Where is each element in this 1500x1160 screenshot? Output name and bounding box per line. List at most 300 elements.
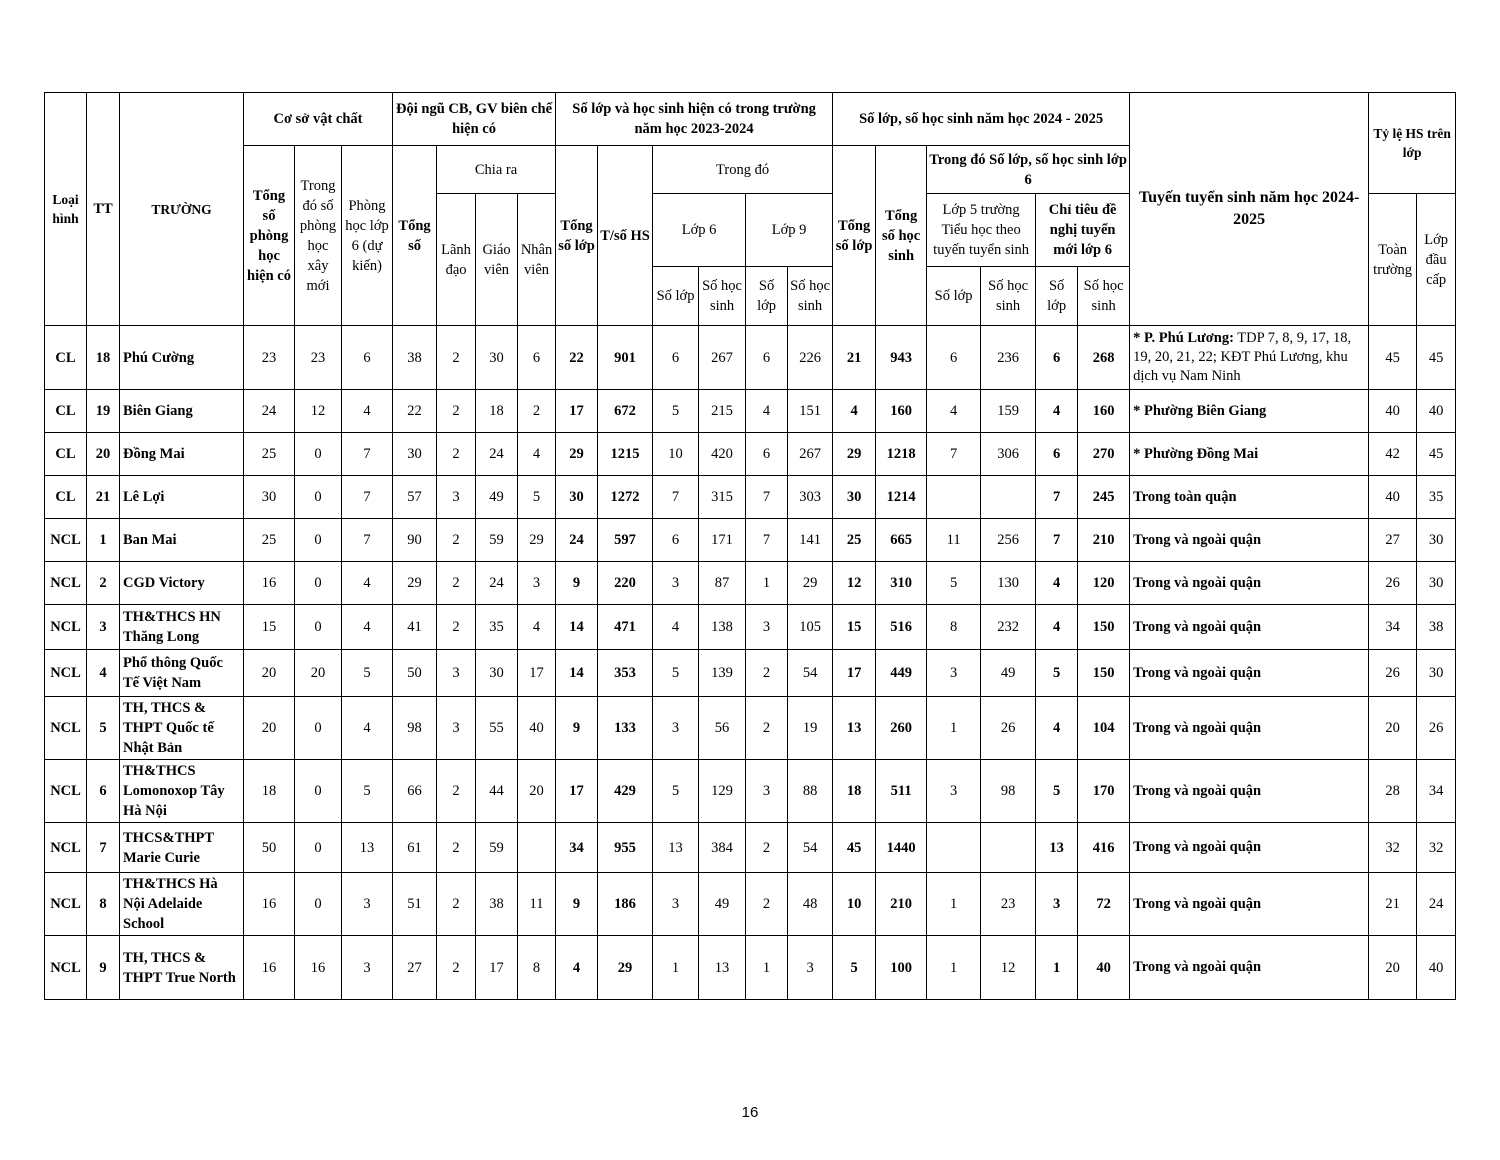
cell-phong-lop6: 4 — [342, 605, 393, 650]
cell-tuyen-sinh — [1130, 605, 1369, 650]
cell-phong-lop6: 4 — [342, 562, 393, 605]
cell-nhan-vien: 20 — [518, 760, 556, 823]
cell-chi-tieu-so-lop: 4 — [1036, 605, 1078, 650]
cell-lop9-so-hs: 141 — [788, 519, 833, 562]
header-tong-so-lop: Tổng số lớp — [556, 146, 598, 326]
cell-tong-so-hs-2024: 511 — [876, 760, 927, 823]
cell-tong-so-phong: 30 — [244, 476, 295, 519]
cell-lop5-so-lop — [927, 823, 981, 873]
cell-lop5-so-lop: 1 — [927, 873, 981, 936]
cell-tong-so: 98 — [393, 697, 437, 760]
cell-lop6-so-hs: 13 — [699, 936, 746, 1000]
header-so-lop-hien-co: Số lớp và học sinh hiện có trong trường năm học 2023-2024 — [556, 93, 833, 146]
cell-phong-lop6: 4 — [342, 390, 393, 433]
cell-ts-hs: 186 — [598, 873, 653, 936]
cell-chi-tieu-so-lop: 5 — [1036, 650, 1078, 697]
cell-tong-so-lop-2024: 10 — [833, 873, 876, 936]
cell-xay-moi: 20 — [295, 650, 342, 697]
cell-chi-tieu-so-hs: 150 — [1078, 650, 1130, 697]
cell-lop9-so-hs: 54 — [788, 823, 833, 873]
header-chi-tieu: Chỉ tiêu đề nghị tuyển mới lớp 6 — [1036, 194, 1130, 267]
cell-tong-so: 38 — [393, 326, 437, 390]
tuyen-sinh-area-label: Trong và ngoài quận — [1133, 839, 1262, 855]
cell-giao-vien: 30 — [476, 326, 518, 390]
cell-tong-so-phong: 20 — [244, 697, 295, 760]
header-giao-vien: Giáo viên — [476, 194, 518, 326]
cell-nhan-vien: 17 — [518, 650, 556, 697]
cell-lop-dau-cap: 30 — [1417, 650, 1456, 697]
cell-tuyen-sinh — [1130, 476, 1369, 519]
cell-loai: NCL — [45, 697, 87, 760]
tuyen-sinh-area-label: Trong và ngoài quận — [1133, 959, 1262, 975]
cell-tong-so: 61 — [393, 823, 437, 873]
header-so-lop-a: Số lớp — [653, 267, 699, 326]
cell-lop6-so-lop: 3 — [653, 873, 699, 936]
cell-phong-lop6: 7 — [342, 433, 393, 476]
cell-lop5-so-hs: 26 — [981, 697, 1036, 760]
tuyen-sinh-area-label: Trong và ngoài quận — [1133, 895, 1262, 912]
header-ts-hs: T/số HS — [598, 146, 653, 326]
table-row — [45, 390, 1456, 433]
cell-lop6-so-hs: 267 — [699, 326, 746, 390]
cell-tong-so-lop-2024: 12 — [833, 562, 876, 605]
header-so-hoc-sinh-c: Số học sinh — [981, 267, 1036, 326]
cell-xay-moi: 0 — [295, 760, 342, 823]
cell-phong-lop6: 6 — [342, 326, 393, 390]
cell-lanh-dao: 2 — [437, 433, 476, 476]
cell-lop-dau-cap: 26 — [1417, 697, 1456, 760]
header-toan-truong: Toàn trường — [1369, 194, 1417, 326]
table-row — [45, 433, 1456, 476]
cell-tong-so: 51 — [393, 873, 437, 936]
cell-lop6-so-hs: 138 — [699, 605, 746, 650]
cell-tong-so: 57 — [393, 476, 437, 519]
cell-ts-hs: 1272 — [598, 476, 653, 519]
cell-lanh-dao: 2 — [437, 390, 476, 433]
cell-tong-so-lop-2024: 4 — [833, 390, 876, 433]
cell-loai: NCL — [45, 936, 87, 1000]
cell-lop5-so-hs: 159 — [981, 390, 1036, 433]
cell-lop-dau-cap: 34 — [1417, 760, 1456, 823]
cell-name: TH&THCS Lomonoxop Tây Hà Nội — [120, 760, 244, 823]
cell-loai: CL — [45, 476, 87, 519]
cell-lop9-so-hs: 48 — [788, 873, 833, 936]
table-row — [45, 476, 1456, 519]
cell-tong-so: 22 — [393, 390, 437, 433]
cell-lop6-so-lop: 3 — [653, 697, 699, 760]
cell-tong-so-hs-2024: 1218 — [876, 433, 927, 476]
cell-tuyen-sinh — [1130, 326, 1369, 390]
table-row — [45, 760, 1456, 823]
cell-phong-lop6: 5 — [342, 650, 393, 697]
cell-giao-vien: 17 — [476, 936, 518, 1000]
cell-ts-hs: 429 — [598, 760, 653, 823]
cell-lop6-so-hs: 139 — [699, 650, 746, 697]
cell-lop5-so-lop: 3 — [927, 760, 981, 823]
cell-lop9-so-hs: 29 — [788, 562, 833, 605]
cell-chi-tieu-so-lop: 6 — [1036, 326, 1078, 390]
cell-tong-so-phong: 16 — [244, 562, 295, 605]
cell-tt: 6 — [87, 760, 120, 823]
table-row — [45, 697, 1456, 760]
table-row — [45, 873, 1456, 936]
cell-toan-truong: 42 — [1369, 433, 1417, 476]
cell-phong-lop6: 7 — [342, 476, 393, 519]
cell-xay-moi: 0 — [295, 873, 342, 936]
cell-lop6-so-lop: 1 — [653, 936, 699, 1000]
cell-chi-tieu-so-lop: 4 — [1036, 390, 1078, 433]
cell-tt: 7 — [87, 823, 120, 873]
header-so-lop-2024: Số lớp, số học sinh năm học 2024 - 2025 — [833, 93, 1130, 146]
cell-lanh-dao: 2 — [437, 936, 476, 1000]
cell-tong-so: 90 — [393, 519, 437, 562]
tuyen-sinh-area-label: * Phường Biên Giang — [1133, 402, 1267, 419]
cell-lop6-so-hs: 129 — [699, 760, 746, 823]
cell-tong-so: 66 — [393, 760, 437, 823]
tuyen-sinh-area-label: Trong và ngoài quận — [1133, 719, 1262, 736]
header-so-hoc-sinh-b: Số học sinh — [788, 267, 833, 326]
cell-lop5-so-hs: 49 — [981, 650, 1036, 697]
cell-lop6-so-lop: 3 — [653, 562, 699, 605]
cell-lop-dau-cap: 40 — [1417, 390, 1456, 433]
cell-tuyen-sinh — [1130, 390, 1369, 433]
cell-tt: 4 — [87, 650, 120, 697]
cell-tuyen-sinh — [1130, 873, 1369, 936]
cell-giao-vien: 59 — [476, 519, 518, 562]
cell-tong-so-phong: 23 — [244, 326, 295, 390]
cell-loai: CL — [45, 326, 87, 390]
cell-lop-dau-cap: 30 — [1417, 519, 1456, 562]
header-so-lop-b: Số lớp — [746, 267, 788, 326]
header-lanh-dao: Lãnh đạo — [437, 194, 476, 326]
cell-chi-tieu-so-lop: 13 — [1036, 823, 1078, 873]
cell-lop6-so-hs: 87 — [699, 562, 746, 605]
cell-lanh-dao: 3 — [437, 697, 476, 760]
cell-tong-so-phong: 50 — [244, 823, 295, 873]
cell-tong-so-lop-2024: 15 — [833, 605, 876, 650]
cell-lop5-so-lop: 11 — [927, 519, 981, 562]
cell-lop9-so-hs: 3 — [788, 936, 833, 1000]
cell-giao-vien: 30 — [476, 650, 518, 697]
cell-tong-so-phong: 24 — [244, 390, 295, 433]
cell-tong-so-phong: 20 — [244, 650, 295, 697]
cell-tong-so-lop: 34 — [556, 823, 598, 873]
header-so-hoc-sinh-d: Số học sinh — [1078, 267, 1130, 326]
cell-phong-lop6: 3 — [342, 873, 393, 936]
cell-name: Biên Giang — [120, 390, 244, 433]
header-so-hoc-sinh-a: Số học sinh — [699, 267, 746, 326]
cell-loai: NCL — [45, 650, 87, 697]
cell-toan-truong: 32 — [1369, 823, 1417, 873]
cell-nhan-vien: 8 — [518, 936, 556, 1000]
cell-tuyen-sinh — [1130, 936, 1369, 1000]
cell-lanh-dao: 2 — [437, 562, 476, 605]
tuyen-sinh-area-detail: TDP 7, 8, 9, 17, 18, 19, 20, 21, 22; KĐT Phú Lương, khu dịch vụ Nam Ninh — [1133, 330, 1352, 384]
cell-lanh-dao: 3 — [437, 476, 476, 519]
cell-lop9-so-lop: 2 — [746, 873, 788, 936]
cell-chi-tieu-so-lop: 1 — [1036, 936, 1078, 1000]
header-chia-ra: Chia ra — [437, 146, 556, 194]
cell-toan-truong: 27 — [1369, 519, 1417, 562]
cell-tong-so-phong: 25 — [244, 519, 295, 562]
cell-lop6-so-hs: 171 — [699, 519, 746, 562]
cell-chi-tieu-so-hs: 150 — [1078, 605, 1130, 650]
cell-chi-tieu-so-lop: 7 — [1036, 519, 1078, 562]
table-row — [45, 936, 1456, 1000]
cell-ts-hs: 672 — [598, 390, 653, 433]
cell-chi-tieu-so-hs: 245 — [1078, 476, 1130, 519]
cell-giao-vien: 24 — [476, 433, 518, 476]
table-header — [45, 93, 1456, 326]
header-co-so-vat-chat: Cơ sở vật chất — [244, 93, 393, 146]
table-body — [45, 326, 1456, 1000]
cell-chi-tieu-so-lop: 3 — [1036, 873, 1078, 936]
header-nhan-vien: Nhân viên — [518, 194, 556, 326]
header-trong-do-lop6: Trong đó Số lớp, số học sinh lớp 6 — [927, 146, 1130, 194]
cell-chi-tieu-so-lop: 5 — [1036, 760, 1078, 823]
cell-chi-tieu-so-hs: 170 — [1078, 760, 1130, 823]
cell-tong-so-hs-2024: 665 — [876, 519, 927, 562]
cell-xay-moi: 16 — [295, 936, 342, 1000]
cell-name: CGD Victory — [120, 562, 244, 605]
cell-xay-moi: 23 — [295, 326, 342, 390]
cell-lop9-so-lop: 4 — [746, 390, 788, 433]
cell-lop9-so-lop: 6 — [746, 326, 788, 390]
header-tong-so-hs-2: Tổng số học sinh — [876, 146, 927, 326]
cell-tt: 9 — [87, 936, 120, 1000]
cell-name: Phú Cường — [120, 326, 244, 390]
cell-lop-dau-cap: 45 — [1417, 433, 1456, 476]
cell-giao-vien: 55 — [476, 697, 518, 760]
cell-tong-so: 30 — [393, 433, 437, 476]
header-so-lop-d: Số lớp — [1036, 267, 1078, 326]
header-tt: TT — [87, 93, 120, 326]
cell-xay-moi: 0 — [295, 823, 342, 873]
cell-tt: 21 — [87, 476, 120, 519]
header-trong-do-xay-moi: Trong đó số phòng học xây mới — [295, 146, 342, 326]
cell-lop5-so-hs: 12 — [981, 936, 1036, 1000]
cell-ts-hs: 901 — [598, 326, 653, 390]
table-row — [45, 823, 1456, 873]
cell-tuyen-sinh — [1130, 562, 1369, 605]
header-lop6: Lớp 6 — [653, 194, 746, 267]
cell-lop5-so-lop: 1 — [927, 697, 981, 760]
header-tuyen-tuyen-sinh: Tuyến tuyển sinh năm học 2024-2025 — [1130, 93, 1369, 326]
header-lop9: Lớp 9 — [746, 194, 833, 267]
cell-lop5-so-hs — [981, 823, 1036, 873]
cell-tong-so-hs-2024: 1214 — [876, 476, 927, 519]
cell-tong-so-lop: 14 — [556, 650, 598, 697]
cell-name: Ban Mai — [120, 519, 244, 562]
cell-chi-tieu-so-hs: 160 — [1078, 390, 1130, 433]
cell-lop5-so-lop: 6 — [927, 326, 981, 390]
cell-tuyen-sinh — [1130, 519, 1369, 562]
cell-nhan-vien: 11 — [518, 873, 556, 936]
cell-lop5-so-hs: 130 — [981, 562, 1036, 605]
cell-lop5-so-lop: 3 — [927, 650, 981, 697]
cell-lop9-so-hs: 88 — [788, 760, 833, 823]
cell-xay-moi: 0 — [295, 476, 342, 519]
cell-nhan-vien: 3 — [518, 562, 556, 605]
cell-tong-so-lop-2024: 25 — [833, 519, 876, 562]
cell-phong-lop6: 13 — [342, 823, 393, 873]
cell-giao-vien: 18 — [476, 390, 518, 433]
cell-lanh-dao: 2 — [437, 873, 476, 936]
cell-lop5-so-hs: 306 — [981, 433, 1036, 476]
cell-tong-so-lop: 29 — [556, 433, 598, 476]
cell-tong-so-lop-2024: 21 — [833, 326, 876, 390]
cell-tong-so-hs-2024: 449 — [876, 650, 927, 697]
page-number: 16 — [741, 1104, 759, 1121]
cell-lop5-so-hs: 98 — [981, 760, 1036, 823]
cell-giao-vien: 44 — [476, 760, 518, 823]
cell-tong-so-hs-2024: 516 — [876, 605, 927, 650]
cell-lop-dau-cap: 38 — [1417, 605, 1456, 650]
cell-toan-truong: 40 — [1369, 476, 1417, 519]
cell-loai: NCL — [45, 519, 87, 562]
header-ty-le: Tỷ lệ HS trên lớp — [1369, 93, 1456, 194]
cell-lop6-so-lop: 6 — [653, 326, 699, 390]
table-row — [45, 650, 1456, 697]
header-lop-dau-cap: Lớp đầu cấp — [1417, 194, 1456, 326]
cell-lop6-so-lop: 5 — [653, 390, 699, 433]
cell-toan-truong: 20 — [1369, 936, 1417, 1000]
cell-lop-dau-cap: 30 — [1417, 562, 1456, 605]
tuyen-sinh-area-label: Trong và ngoài quận — [1133, 531, 1262, 548]
cell-lop6-so-hs: 49 — [699, 873, 746, 936]
header-loai-hinh: Loại hình — [45, 93, 87, 326]
cell-tong-so-phong: 18 — [244, 760, 295, 823]
cell-lop6-so-lop: 7 — [653, 476, 699, 519]
cell-toan-truong: 21 — [1369, 873, 1417, 936]
cell-lop9-so-lop: 2 — [746, 697, 788, 760]
cell-lop6-so-lop: 5 — [653, 650, 699, 697]
cell-name: Đồng Mai — [120, 433, 244, 476]
cell-lanh-dao: 3 — [437, 650, 476, 697]
cell-tong-so-phong: 25 — [244, 433, 295, 476]
cell-toan-truong: 20 — [1369, 697, 1417, 760]
cell-ts-hs: 597 — [598, 519, 653, 562]
cell-phong-lop6: 4 — [342, 697, 393, 760]
cell-tong-so-lop: 17 — [556, 390, 598, 433]
cell-lop9-so-hs: 54 — [788, 650, 833, 697]
cell-lop6-so-lop: 5 — [653, 760, 699, 823]
cell-lop9-so-hs: 303 — [788, 476, 833, 519]
cell-nhan-vien — [518, 823, 556, 873]
cell-name: TH, THCS & THPT True North — [120, 936, 244, 1000]
table-row — [45, 562, 1456, 605]
cell-lop6-so-lop: 4 — [653, 605, 699, 650]
cell-tong-so-lop: 24 — [556, 519, 598, 562]
cell-chi-tieu-so-hs: 210 — [1078, 519, 1130, 562]
cell-tong-so-hs-2024: 260 — [876, 697, 927, 760]
cell-lop9-so-lop: 1 — [746, 562, 788, 605]
cell-chi-tieu-so-hs: 120 — [1078, 562, 1130, 605]
cell-lop9-so-hs: 19 — [788, 697, 833, 760]
tuyen-sinh-area-label: * P. Phú Lương: — [1133, 330, 1234, 346]
table-row — [45, 519, 1456, 562]
cell-nhan-vien: 4 — [518, 433, 556, 476]
cell-lop-dau-cap: 45 — [1417, 326, 1456, 390]
cell-phong-lop6: 3 — [342, 936, 393, 1000]
cell-giao-vien: 49 — [476, 476, 518, 519]
cell-name: TH&THCS HN Thăng Long — [120, 605, 244, 650]
cell-tong-so-lop-2024: 13 — [833, 697, 876, 760]
cell-ts-hs: 1215 — [598, 433, 653, 476]
cell-lop9-so-lop: 3 — [746, 605, 788, 650]
cell-tt: 5 — [87, 697, 120, 760]
cell-tong-so-phong: 16 — [244, 936, 295, 1000]
cell-lop6-so-hs: 215 — [699, 390, 746, 433]
table-row — [45, 605, 1456, 650]
cell-lanh-dao: 2 — [437, 326, 476, 390]
cell-phong-lop6: 7 — [342, 519, 393, 562]
cell-chi-tieu-so-hs: 416 — [1078, 823, 1130, 873]
cell-tong-so-hs-2024: 210 — [876, 873, 927, 936]
cell-xay-moi: 0 — [295, 519, 342, 562]
cell-tong-so: 50 — [393, 650, 437, 697]
cell-lop9-so-lop: 1 — [746, 936, 788, 1000]
header-so-lop-c: Số lớp — [927, 267, 981, 326]
cell-lanh-dao: 2 — [437, 760, 476, 823]
cell-lop-dau-cap: 35 — [1417, 476, 1456, 519]
cell-loai: NCL — [45, 760, 87, 823]
cell-lop9-so-hs: 105 — [788, 605, 833, 650]
cell-nhan-vien: 4 — [518, 605, 556, 650]
cell-tong-so-lop: 9 — [556, 873, 598, 936]
table-row — [45, 326, 1456, 390]
cell-toan-truong: 26 — [1369, 650, 1417, 697]
header-truong: TRƯỜNG — [120, 93, 244, 326]
cell-toan-truong: 40 — [1369, 390, 1417, 433]
header-phong-hoc-lop6: Phòng học lớp 6 (dự kiến) — [342, 146, 393, 326]
cell-lop5-so-hs — [981, 476, 1036, 519]
cell-xay-moi: 0 — [295, 605, 342, 650]
cell-loai: CL — [45, 390, 87, 433]
tuyen-sinh-area-label: Trong và ngoài quận — [1133, 782, 1262, 799]
cell-ts-hs: 133 — [598, 697, 653, 760]
header-trong-do: Trong đó — [653, 146, 833, 194]
cell-xay-moi: 12 — [295, 390, 342, 433]
cell-lop5-so-hs: 256 — [981, 519, 1036, 562]
cell-lop9-so-lop: 2 — [746, 823, 788, 873]
cell-giao-vien: 38 — [476, 873, 518, 936]
cell-tong-so-hs-2024: 100 — [876, 936, 927, 1000]
cell-tong-so-lop-2024: 29 — [833, 433, 876, 476]
cell-lop-dau-cap: 40 — [1417, 936, 1456, 1000]
cell-toan-truong: 34 — [1369, 605, 1417, 650]
cell-tuyen-sinh — [1130, 697, 1369, 760]
tuyen-sinh-area-label: Trong toàn quận — [1133, 488, 1237, 505]
cell-lop6-so-lop: 6 — [653, 519, 699, 562]
cell-nhan-vien: 5 — [518, 476, 556, 519]
cell-lop9-so-lop: 6 — [746, 433, 788, 476]
cell-ts-hs: 353 — [598, 650, 653, 697]
cell-tong-so-lop: 14 — [556, 605, 598, 650]
cell-lop9-so-lop: 7 — [746, 519, 788, 562]
tuyen-sinh-area-label: Trong và ngoài quận — [1133, 618, 1262, 635]
cell-tong-so-lop: 17 — [556, 760, 598, 823]
cell-lop-dau-cap: 24 — [1417, 873, 1456, 936]
header-tong-so-phong: Tổng số phòng học hiện có — [244, 146, 295, 326]
cell-lop9-so-lop: 2 — [746, 650, 788, 697]
cell-lanh-dao: 2 — [437, 605, 476, 650]
cell-lop-dau-cap: 32 — [1417, 823, 1456, 873]
cell-tt: 3 — [87, 605, 120, 650]
cell-name: THCS&THPT Marie Curie — [120, 823, 244, 873]
cell-chi-tieu-so-hs: 40 — [1078, 936, 1130, 1000]
cell-tong-so-phong: 15 — [244, 605, 295, 650]
